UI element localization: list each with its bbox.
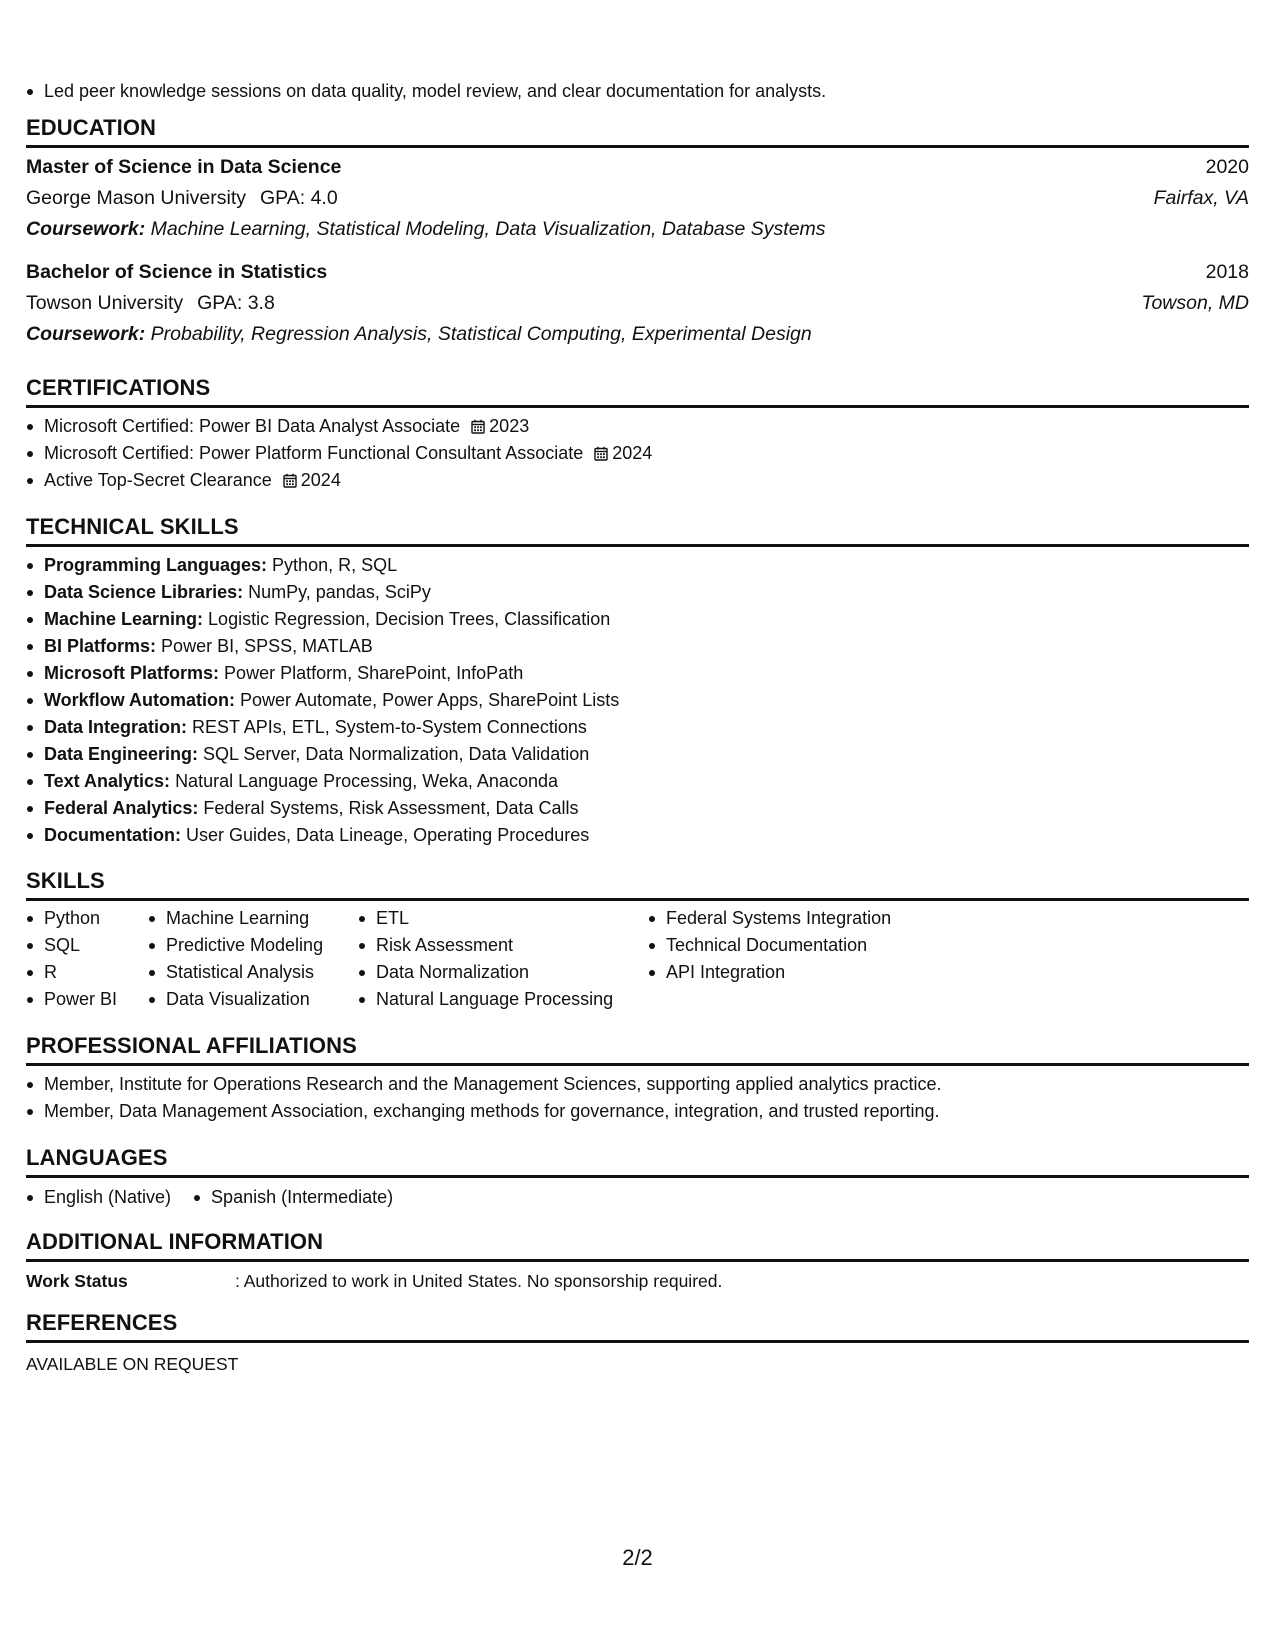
skills-column bbox=[26, 905, 126, 1013]
education-entry bbox=[26, 257, 1249, 350]
work-status-value: : Authorized to work in United States. No sponsorship required. bbox=[235, 1271, 723, 1291]
skill-category: Programming Languages: bbox=[44, 555, 268, 575]
skill-category: Text Analytics: bbox=[44, 771, 171, 791]
skill-values: Logistic Regression, Decision Trees, Classification bbox=[208, 609, 611, 629]
coursework-label: Coursework: bbox=[26, 323, 146, 345]
skill-values: REST APIs, ETL, System-to-System Connections bbox=[192, 717, 587, 737]
school: Towson University bbox=[26, 292, 184, 314]
gpa: GPA: 4.0 bbox=[260, 187, 338, 209]
certifications-title: CERTIFICATIONS bbox=[26, 375, 1249, 408]
list-item: Power BI bbox=[26, 986, 126, 1013]
skills-column bbox=[358, 905, 626, 1013]
education-title: EDUCATION bbox=[26, 115, 1249, 148]
certification-name: Microsoft Certified: Power Platform Functional Consultant Associate bbox=[44, 443, 584, 463]
list-item: Natural Language Processing bbox=[358, 986, 626, 1013]
list-item: Risk Assessment bbox=[358, 932, 626, 959]
skill-category: Federal Analytics: bbox=[44, 798, 199, 818]
languages-section bbox=[26, 1145, 1249, 1211]
list-item bbox=[26, 633, 1249, 660]
list-item bbox=[26, 714, 1249, 741]
skills-columns bbox=[26, 905, 1249, 1013]
list-item: Predictive Modeling bbox=[148, 932, 336, 959]
degree: Master of Science in Data Science bbox=[26, 156, 342, 178]
list-item: English (Native) bbox=[26, 1184, 171, 1211]
list-item bbox=[26, 822, 1249, 849]
references-section bbox=[26, 1310, 1249, 1377]
affiliations-list bbox=[26, 1071, 1249, 1125]
technical-skills-list bbox=[26, 552, 1249, 849]
certification-year: 2024 bbox=[612, 443, 653, 463]
skill-category: BI Platforms: bbox=[44, 636, 157, 656]
school-location: Towson, MD bbox=[1141, 292, 1249, 314]
skill-values: NumPy, pandas, SciPy bbox=[248, 582, 431, 602]
skill-category: Documentation: bbox=[44, 825, 181, 845]
affiliations-title: PROFESSIONAL AFFILIATIONS bbox=[26, 1033, 1249, 1066]
certifications-section bbox=[26, 375, 1249, 494]
list-item: Machine Learning bbox=[148, 905, 336, 932]
additional-info-title: ADDITIONAL INFORMATION bbox=[26, 1229, 1249, 1262]
education-entry bbox=[26, 152, 1249, 245]
list-item bbox=[26, 440, 1249, 467]
certification-name: Active Top-Secret Clearance bbox=[44, 470, 272, 490]
skill-values: User Guides, Data Lineage, Operating Procedures bbox=[186, 825, 590, 845]
education-section bbox=[26, 115, 1249, 350]
list-item bbox=[26, 467, 1249, 494]
list-item: Member, Data Management Association, exchanging methods for governance, integration, and trusted reporting. bbox=[26, 1098, 1249, 1125]
list-item bbox=[26, 413, 1249, 440]
list-item: ETL bbox=[358, 905, 626, 932]
affiliations-section bbox=[26, 1033, 1249, 1125]
skill-category: Data Engineering: bbox=[44, 744, 199, 764]
work-status-row bbox=[26, 1268, 1249, 1294]
skill-category: Workflow Automation: bbox=[44, 690, 235, 710]
technical-skills-title: TECHNICAL SKILLS bbox=[26, 514, 1249, 547]
list-item bbox=[26, 768, 1249, 795]
skills-column bbox=[148, 905, 336, 1013]
list-item bbox=[26, 606, 1249, 633]
degree: Bachelor of Science in Statistics bbox=[26, 261, 328, 283]
references-text: AVAILABLE ON REQUEST bbox=[26, 1354, 239, 1374]
school: George Mason University bbox=[26, 187, 247, 209]
skill-values: Natural Language Processing, Weka, Anaconda bbox=[175, 771, 558, 791]
technical-skills-section bbox=[26, 514, 1249, 849]
languages-title: LANGUAGES bbox=[26, 1145, 1249, 1178]
skill-values: Power BI, SPSS, MATLAB bbox=[161, 636, 373, 656]
skills-column bbox=[648, 905, 891, 1013]
skills-title: SKILLS bbox=[26, 868, 1249, 901]
coursework: Machine Learning, Statistical Modeling, Data Visualization, Database Systems bbox=[150, 218, 826, 240]
list-item: Member, Institute for Operations Research and the Management Sciences, supporting applied analytics practice. bbox=[26, 1071, 1249, 1098]
coursework-label: Coursework: bbox=[26, 218, 146, 240]
skill-category: Microsoft Platforms: bbox=[44, 663, 220, 683]
certification-year: 2024 bbox=[300, 470, 341, 490]
list-item: Statistical Analysis bbox=[148, 959, 336, 986]
list-item: Data Normalization bbox=[358, 959, 626, 986]
skill-values: SQL Server, Data Normalization, Data Validation bbox=[203, 744, 590, 764]
calendar-icon bbox=[471, 419, 485, 434]
skill-values: Python, R, SQL bbox=[272, 555, 398, 575]
gpa: GPA: 3.8 bbox=[197, 292, 275, 314]
experience-bullet-list bbox=[26, 78, 826, 105]
list-item: Spanish (Intermediate) bbox=[193, 1184, 393, 1211]
calendar-icon bbox=[283, 473, 297, 488]
work-status-label: Work Status bbox=[26, 1271, 128, 1291]
skill-values: Federal Systems, Risk Assessment, Data Calls bbox=[203, 798, 579, 818]
skill-values: Power Automate, Power Apps, SharePoint Lists bbox=[240, 690, 620, 710]
graduation-year: 2020 bbox=[1205, 156, 1249, 178]
list-item bbox=[26, 795, 1249, 822]
experience-bullet: Led peer knowledge sessions on data quality, model review, and clear documentation for analysts. bbox=[26, 78, 826, 105]
certifications-list bbox=[26, 413, 1249, 494]
references-title: REFERENCES bbox=[26, 1310, 1249, 1343]
skills-section bbox=[26, 868, 1249, 1013]
list-item: Data Visualization bbox=[148, 986, 336, 1013]
list-item bbox=[26, 660, 1249, 687]
list-item: SQL bbox=[26, 932, 126, 959]
graduation-year: 2018 bbox=[1205, 261, 1249, 283]
additional-info-section bbox=[26, 1229, 1249, 1294]
list-item bbox=[26, 687, 1249, 714]
coursework: Probability, Regression Analysis, Statistical Computing, Experimental Design bbox=[150, 323, 812, 345]
list-item: Technical Documentation bbox=[648, 932, 891, 959]
page-number: 2/2 bbox=[622, 1545, 653, 1570]
list-item bbox=[26, 741, 1249, 768]
school-location: Fairfax, VA bbox=[1153, 187, 1249, 209]
skill-values: Power Platform, SharePoint, InfoPath bbox=[224, 663, 524, 683]
calendar-icon bbox=[594, 446, 608, 461]
skill-category: Data Science Libraries: bbox=[44, 582, 244, 602]
list-item: Python bbox=[26, 905, 126, 932]
list-item: R bbox=[26, 959, 126, 986]
languages-list bbox=[26, 1184, 1249, 1211]
skill-category: Machine Learning: bbox=[44, 609, 204, 629]
list-item bbox=[26, 552, 1249, 579]
list-item: Federal Systems Integration bbox=[648, 905, 891, 932]
list-item bbox=[26, 579, 1249, 606]
list-item: API Integration bbox=[648, 959, 891, 986]
certification-year: 2023 bbox=[489, 416, 530, 436]
certification-name: Microsoft Certified: Power BI Data Analyst Associate bbox=[44, 416, 461, 436]
skill-category: Data Integration: bbox=[44, 717, 188, 737]
